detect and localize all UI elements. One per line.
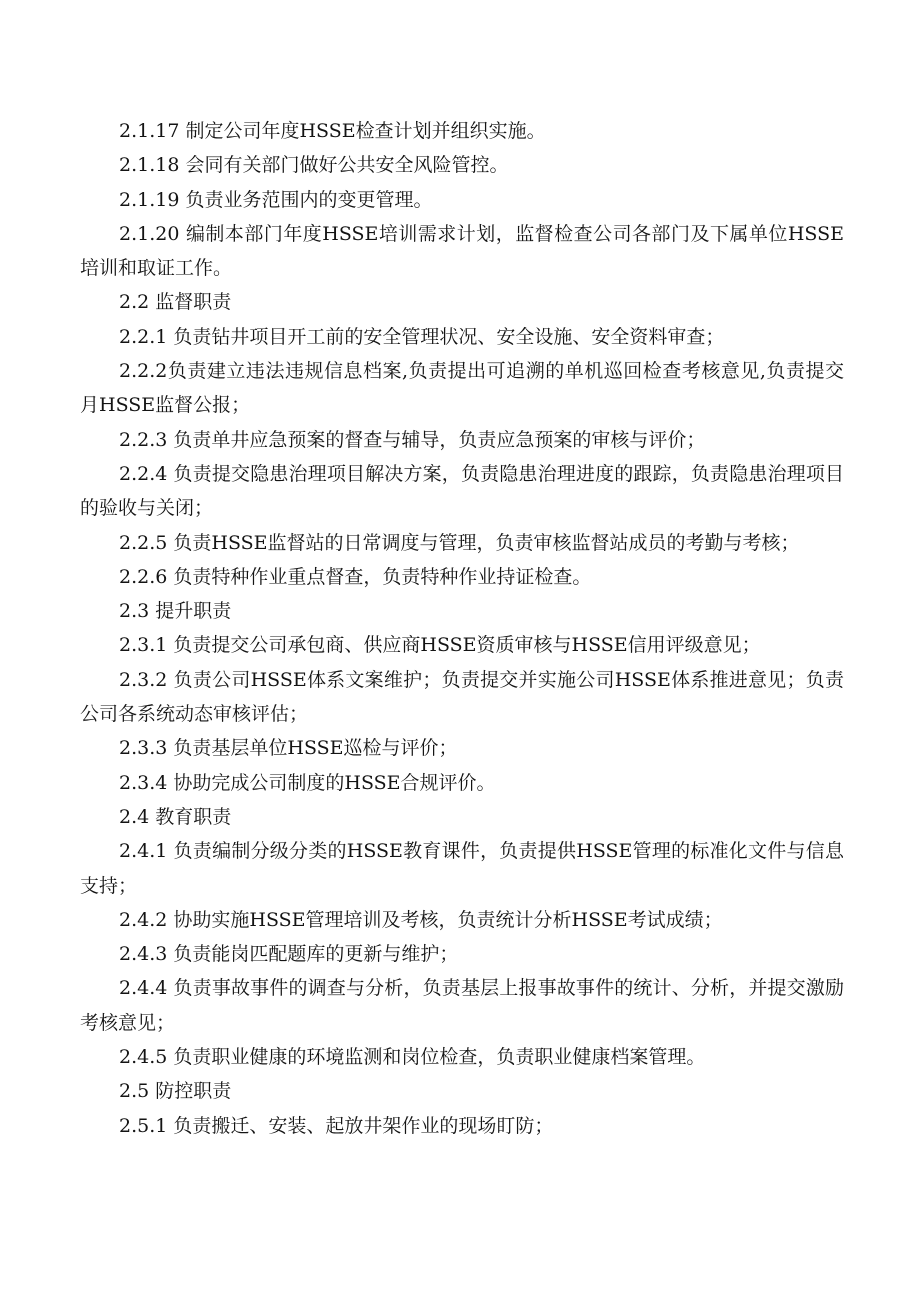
section-heading-2-4: 2.4 教育职责 <box>119 805 232 828</box>
paragraph-2-5-1: 2.5.1 负责搬迁、安装、起放井架作业的现场盯防； <box>119 1114 554 1137</box>
paragraph-2-2-6: 2.2.6 负责特种作业重点督查，负责特种作业持证检查。 <box>119 565 592 588</box>
paragraph-2-1-17: 2.1.17 制定公司年度HSSE检查计划并组织实施。 <box>119 120 546 142</box>
paragraph-2-2-1: 2.2.1 负责钻井项目开工前的安全管理状况、安全设施、安全资料审查； <box>119 325 725 348</box>
paragraph-2-2-3: 2.2.3 负责单井应急预案的督查与辅导，负责应急预案的审核与评价； <box>119 428 706 451</box>
paragraph-2-4-2: 2.4.2 协助实施HSSE管理培训及考核，负责统计分析HSSE考试成绩； <box>119 908 723 931</box>
document-body <box>80 114 844 1143</box>
paragraph-2-4-3: 2.4.3 负责能岗匹配题库的更新与维护； <box>119 943 459 966</box>
paragraph-2-2-2: 2.2.2负责建立违法违规信息档案,负责提出可追溯的单机巡回检查考核意见,负责提交月HSSE监督公报； <box>80 360 844 417</box>
paragraph-2-3-3: 2.3.3 负责基层单位HSSE巡检与评价； <box>119 737 458 760</box>
paragraph-2-4-4: 2.4.4 负责事故事件的调查与分析，负责基层上报事故事件的统计、分析，并提交激励考核意见； <box>80 977 844 1034</box>
section-heading-2-2: 2.2 监督职责 <box>119 291 232 314</box>
paragraph-2-2-4: 2.2.4 负责提交隐患治理项目解决方案，负责隐患治理进度的跟踪，负责隐患治理项目的验收与关闭； <box>80 462 844 520</box>
paragraph-2-1-19: 2.1.19 负责业务范围内的变更管理。 <box>119 188 433 211</box>
paragraph-2-3-2: 2.3.2 负责公司HSSE体系文案维护；负责提交并实施公司HSSE体系推进意见；负责公司各系统动态审核评估； <box>80 668 844 726</box>
paragraph-2-3-1: 2.3.1 负责提交公司承包商、供应商HSSE资质审核与HSSE信用评级意见； <box>119 634 761 657</box>
paragraph-2-4-5: 2.4.5 负责职业健康的环境监测和岗位检查，负责职业健康档案管理。 <box>119 1046 706 1069</box>
paragraph-2-1-20: 2.1.20 编制本部门年度HSSE培训需求计划，监督检查公司各部门及下属单位HSSE培训和取证工作。 <box>80 222 844 280</box>
paragraph-2-1-18: 2.1.18 会同有关部门做好公共安全风险管控。 <box>119 154 509 177</box>
section-heading-2-3: 2.3 提升职责 <box>119 600 232 623</box>
section-heading-2-5: 2.5 防控职责 <box>119 1080 232 1103</box>
paragraph-2-2-5: 2.2.5 负责HSSE监督站的日常调度与管理，负责审核监督站成员的考勤与考核； <box>119 531 800 554</box>
paragraph-2-4-1: 2.4.1 负责编制分级分类的HSSE教育课件，负责提供HSSE管理的标准化文件与信息支持； <box>80 840 844 897</box>
paragraph-2-3-4: 2.3.4 协助完成公司制度的HSSE合规评价。 <box>119 771 496 794</box>
